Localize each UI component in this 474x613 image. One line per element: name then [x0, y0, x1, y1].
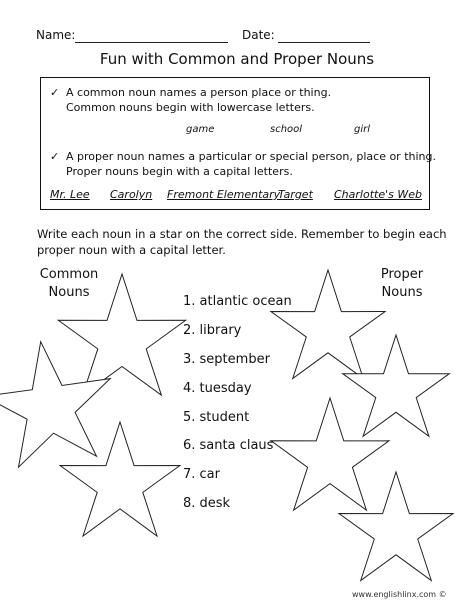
proper-example: Fremont Elementary [167, 188, 281, 201]
word-list-item: 6. santa claus [183, 438, 274, 453]
instructions-line1: Write each noun in a star on the correct side. Remember to begin each [37, 227, 447, 241]
check-icon: ✓ [50, 150, 60, 163]
date-label: Date: [242, 28, 275, 42]
common-heading-line2: Nouns [48, 285, 90, 300]
proper-heading-line2: Nouns [381, 285, 423, 300]
word-list-item: 8. desk [183, 496, 231, 511]
proper-definition-line2: Proper nouns begin with a capital letters. [66, 165, 293, 178]
page-title: Fun with Common and Proper Nouns [99, 50, 375, 68]
proper-heading-line1: Proper [380, 267, 424, 282]
common-definition-line1: A common noun names a person place or thing. [66, 86, 332, 99]
common-star[interactable] [58, 274, 185, 395]
common-example: girl [354, 124, 371, 135]
common-example: game [186, 124, 215, 135]
instructions-line2: proper noun with a capital letter. [37, 243, 226, 257]
check-icon: ✓ [50, 86, 60, 99]
word-list-item: 3. september [183, 352, 270, 367]
word-list-item: 4. tuesday [183, 381, 252, 396]
proper-definition-line1: A proper noun names a particular or special person, place or thing. [66, 150, 436, 163]
proper-example: Charlotte's Web [334, 188, 422, 201]
footer-credit: www.englishlinx.com © [352, 590, 447, 599]
proper-star[interactable] [343, 335, 450, 436]
proper-example: Carolyn [110, 188, 153, 201]
proper-star[interactable] [271, 270, 385, 379]
word-list-item: 1. atlantic ocean [183, 294, 292, 309]
name-label: Name: [36, 28, 76, 42]
common-definition-line2: Common nouns begin with lowercase letters. [66, 101, 315, 114]
word-list-item: 5. student [183, 410, 250, 425]
common-example: school [270, 124, 303, 135]
common-heading-line1: Common [39, 267, 99, 282]
proper-example: Target [278, 188, 313, 201]
word-list-item: 2. library [183, 323, 242, 338]
proper-example: Mr. Lee [50, 188, 90, 201]
word-list-item: 7. car [183, 467, 220, 482]
